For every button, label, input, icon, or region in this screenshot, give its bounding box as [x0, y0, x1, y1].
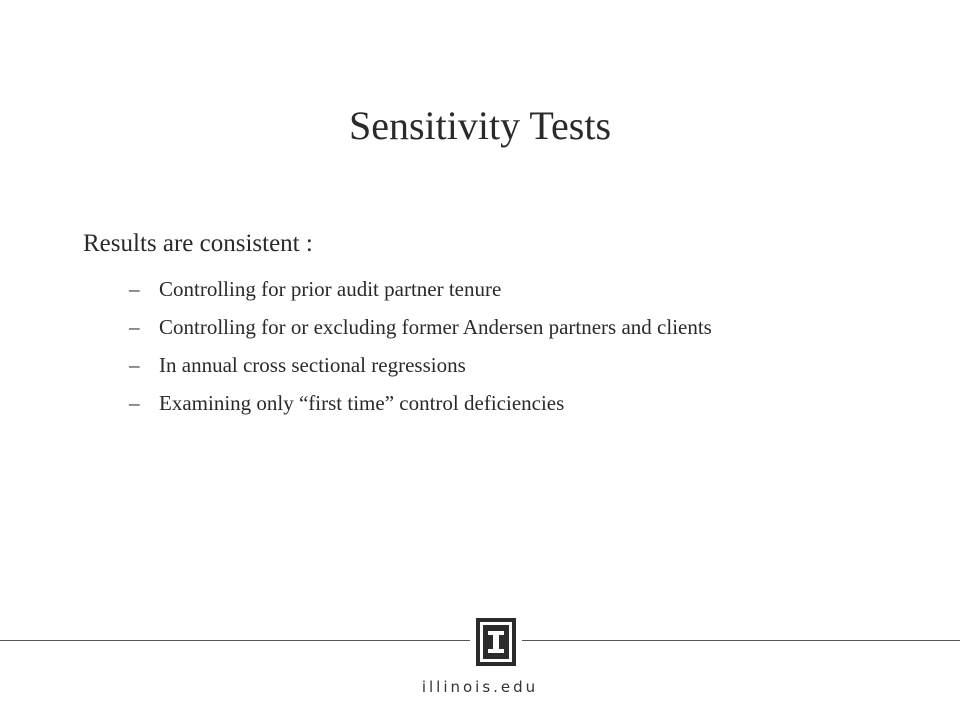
list-item — [129, 308, 923, 346]
footer-domain: illinois.edu — [421, 678, 539, 696]
bullet-text: In annual cross sectional regressions — [159, 353, 466, 377]
bullet-text: Controlling for prior audit partner tenure — [159, 277, 502, 301]
list-item — [129, 384, 923, 422]
lead-text: Results are consistent : — [83, 230, 313, 257]
dash-marker: – — [129, 315, 140, 339]
list-item — [129, 270, 923, 308]
bullet-list — [129, 270, 923, 422]
dash-marker: – — [129, 353, 140, 377]
dash-marker: – — [129, 277, 140, 301]
dash-marker: – — [129, 391, 140, 415]
slide-body — [83, 222, 923, 422]
slide-title: Sensitivity Tests — [348, 103, 612, 148]
bullet-text: Controlling for or excluding former Andersen partners and clients — [159, 315, 712, 339]
bullet-text: Examining only “first time” control deficiencies — [159, 391, 565, 415]
block-i-logo-icon — [470, 618, 522, 666]
list-item — [129, 346, 923, 384]
